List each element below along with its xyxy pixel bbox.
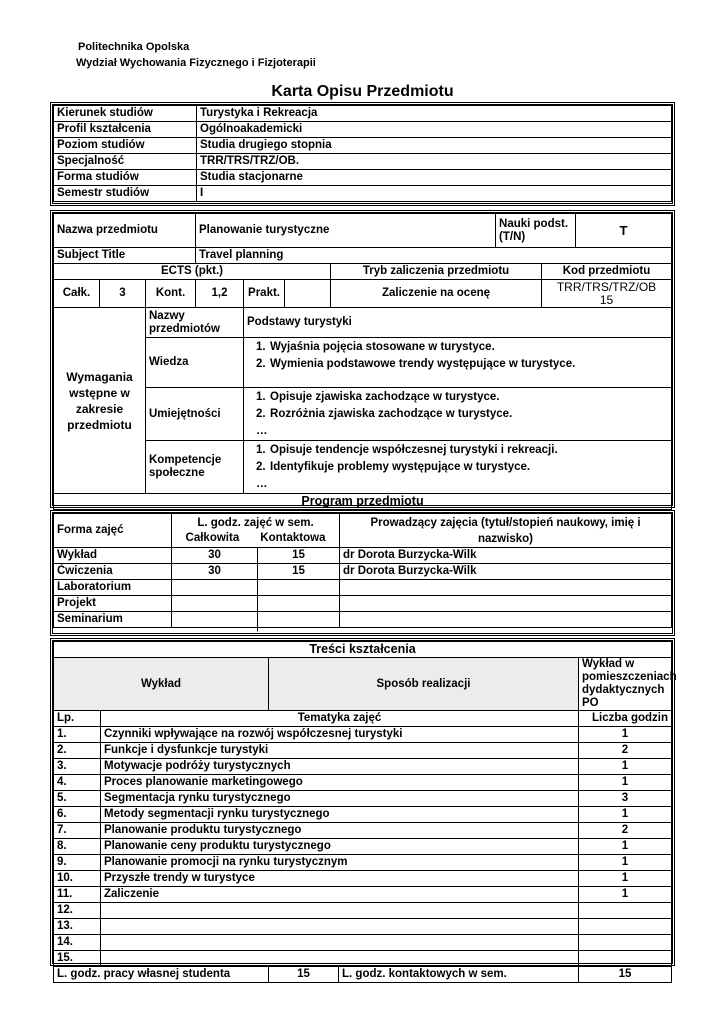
kompetencje-list	[256, 442, 668, 493]
topic-lp: 7.	[54, 823, 101, 839]
form-total	[172, 596, 259, 616]
subject-name-value: Planowanie turystyczne	[196, 214, 496, 248]
study-info-label: Profil kształcenia	[54, 122, 197, 138]
liczba-label: Liczba godzin	[579, 711, 672, 727]
topic-name: Motywacje podróży turystycznych	[101, 759, 579, 775]
topic-hours: 1	[579, 727, 672, 743]
form-name: Projekt	[54, 596, 172, 612]
form-name: Wykład	[54, 548, 172, 564]
subject-table	[53, 213, 672, 510]
form-separator: |	[256, 587, 259, 600]
topic-lp: 5.	[54, 791, 101, 807]
umiejetnosci-list	[256, 389, 668, 440]
topic-hours: 1	[579, 855, 672, 871]
forma-label: Forma zajęć	[54, 514, 172, 548]
study-info-section	[50, 102, 675, 206]
table-row	[54, 775, 672, 791]
lp-label: Lp.	[54, 711, 101, 727]
kod-value	[542, 280, 672, 308]
form-contact: 15	[258, 548, 340, 564]
table-row	[54, 759, 672, 775]
study-info-row	[54, 106, 672, 122]
prakt-value	[285, 280, 331, 308]
tematyka-label: Tematyka zajęć	[101, 711, 579, 727]
topic-lp: 15.	[54, 951, 101, 967]
topic-hours: 2	[579, 823, 672, 839]
topic-hours: 1	[579, 775, 672, 791]
table-row	[54, 839, 672, 855]
content-title: Treści kształcenia	[54, 642, 672, 658]
table-row	[54, 919, 672, 935]
form-total	[172, 612, 259, 632]
table-row	[54, 903, 672, 919]
faculty-name: Wydział Wychowania Fizycznego i Fizjoterapii	[76, 57, 316, 69]
study-info-value: Studia drugiego stopnia	[197, 138, 672, 154]
list-item: 1. Wyjaśnia pojęcia stosowane w turystyce.	[256, 341, 495, 353]
table-row	[54, 951, 672, 967]
table-row	[54, 871, 672, 887]
table-row	[54, 935, 672, 951]
forms-row	[54, 548, 672, 564]
form-teacher	[340, 612, 672, 628]
wyklad-label: Wykład	[54, 658, 269, 711]
list-item: …	[256, 478, 268, 490]
study-info-row	[54, 170, 672, 186]
form-total: 30 |	[172, 564, 258, 580]
study-info-value: TRR/TRS/TRZ/OB.	[197, 154, 672, 170]
table-row	[54, 791, 672, 807]
study-info-row	[54, 186, 672, 202]
topics-header-row	[54, 711, 672, 727]
list-item: …	[256, 425, 268, 437]
topic-name: Planowanie promocji na rynku turystycznym	[101, 855, 579, 871]
study-info-label: Kierunek studiów	[54, 106, 197, 122]
topic-hours: 1	[579, 871, 672, 887]
form-teacher	[340, 596, 672, 612]
subject-title-label: Subject Title	[54, 248, 196, 264]
table-row	[54, 823, 672, 839]
topic-lp: 14.	[54, 935, 101, 951]
topic-name: Planowanie produktu turystycznego	[101, 823, 579, 839]
topic-name	[101, 951, 579, 967]
prakt-label: Prakt.	[244, 280, 285, 308]
contact-hours-value: 15	[579, 967, 672, 983]
wiedza-list	[256, 339, 668, 373]
study-info-label: Semestr studiów	[54, 186, 197, 202]
table-row	[54, 743, 672, 759]
form-contact	[258, 596, 340, 612]
topic-lp: 10.	[54, 871, 101, 887]
form-name: Ćwiczenia	[54, 564, 172, 580]
form-teacher	[340, 580, 672, 596]
form-contact	[258, 612, 340, 628]
study-info-value: Turystyka i Rekreacja	[197, 106, 672, 122]
kod-label: Kod przedmiotu	[542, 264, 672, 280]
topic-hours: 1	[579, 887, 672, 903]
topic-hours: 2	[579, 743, 672, 759]
own-work-value: 15	[269, 967, 339, 983]
zaliczenie-value: Zaliczenie na ocenę	[331, 280, 542, 308]
topic-name	[101, 903, 579, 919]
forms-row	[54, 564, 672, 580]
nauki-value: T	[576, 214, 672, 248]
topic-hours: 1	[579, 839, 672, 855]
nauki-label: Nauki podst. (T/N)	[496, 214, 576, 248]
own-work-label: L. godz. pracy własnej studenta	[54, 967, 269, 983]
topic-name: Proces planowanie marketingowego	[101, 775, 579, 791]
topic-name: Metody segmentacji rynku turystycznego	[101, 807, 579, 823]
list-item: 1. Opisuje tendencje współczesnej turystyki i rekreacji.	[256, 444, 558, 456]
form-teacher: dr Dorota Burzycka-Wilk	[340, 548, 672, 564]
topic-name: Planowanie ceny produktu turystycznego	[101, 839, 579, 855]
table-row	[54, 727, 672, 743]
ects-label: ECTS (pkt.)	[54, 264, 331, 280]
page-title: Karta Opisu Przedmiotu	[271, 83, 454, 100]
list-item: 2. Identyfikuje problemy występujące w turystyce.	[256, 461, 531, 473]
list-item: 2. Wymienia podstawowe trendy występujące w turystyce.	[256, 358, 576, 370]
topic-lp: 13.	[54, 919, 101, 935]
study-info-label: Forma studiów	[54, 170, 197, 186]
form-contact: 15	[258, 564, 340, 580]
study-info-row	[54, 122, 672, 138]
topic-hours	[579, 935, 672, 951]
form-separator: |	[256, 549, 259, 561]
topic-lp: 2.	[54, 743, 101, 759]
calkowita-label: Całkowita	[185, 531, 240, 544]
topic-name: Segmentacja rynku turystycznego	[101, 791, 579, 807]
wiedza-label: Wiedza	[146, 338, 244, 388]
topic-hours: 1	[579, 807, 672, 823]
topic-name: Funkcje i dysfunkcje turystyki	[101, 743, 579, 759]
topic-hours: 3	[579, 791, 672, 807]
study-info-label: Poziom studiów	[54, 138, 197, 154]
university-name: Politechnika Opolska	[78, 41, 190, 53]
table-row	[54, 855, 672, 871]
study-info-value: I	[197, 186, 672, 202]
totals-row	[54, 967, 672, 983]
contact-hours-label: L. godz. kontaktowych w sem.	[339, 967, 579, 983]
prowadzacy-label: Prowadzący zajęcia (tytuł/stopień naukowy, imię i nazwisko)	[340, 514, 672, 548]
kod-value-line2: 15	[599, 292, 614, 307]
topic-name: Zaliczenie	[101, 887, 579, 903]
form-separator: |	[256, 603, 259, 616]
topic-lp: 3.	[54, 759, 101, 775]
content-section	[50, 638, 677, 980]
godz-label: L. godz. zajęć w sem.	[197, 516, 314, 529]
study-info-row	[54, 154, 672, 170]
topic-lp: 1.	[54, 727, 101, 743]
list-item: 1. Opisuje zjawiska zachodzące w turystyce.	[256, 391, 500, 403]
topic-name	[101, 935, 579, 951]
umiejetnosci-label: Umiejętności	[146, 388, 244, 441]
study-info-value: Studia stacjonarne	[197, 170, 672, 186]
topic-lp: 4.	[54, 775, 101, 791]
form-contact	[258, 580, 340, 596]
topic-hours	[579, 919, 672, 935]
kompetencje-label: Kompetencje społeczne	[146, 441, 244, 494]
nazwy-value: Podstawy turystyki	[244, 308, 672, 338]
study-info-row	[54, 138, 672, 154]
forms-row	[54, 580, 672, 596]
forms-section	[50, 510, 675, 636]
topic-name: Czynniki wpływające na rozwój współczesnej turystyki	[101, 727, 579, 743]
forms-row	[54, 596, 672, 612]
kontaktowa-label: Kontaktowa	[260, 531, 326, 544]
form-separator: |	[256, 619, 259, 632]
subject-section	[50, 210, 675, 508]
kont-value: 1,2	[196, 280, 244, 308]
forms-table	[53, 513, 672, 632]
requirements-label: Wymagania wstępne w zakresie przedmiotu	[54, 308, 146, 494]
content-table	[53, 641, 677, 983]
topic-lp: 9.	[54, 855, 101, 871]
form-total: 30 |	[172, 548, 258, 564]
subject-title-value: Travel planning	[196, 248, 672, 264]
study-info-table	[53, 105, 672, 202]
calk-label: Całk.	[54, 280, 100, 308]
study-info-value: Ogólnoakademicki	[197, 122, 672, 138]
list-item: 2. Rozróżnia zjawiska zachodzące w turystyce.	[256, 408, 513, 420]
tryb-label: Tryb zaliczenia przedmiotu	[331, 264, 542, 280]
kont-label: Kont.	[146, 280, 196, 308]
kod-value-line1: TRR/TRS/TRZ/OB	[556, 279, 657, 294]
form-teacher: dr Dorota Burzycka-Wilk	[340, 564, 672, 580]
topic-lp: 8.	[54, 839, 101, 855]
topic-lp: 6.	[54, 807, 101, 823]
subject-name-label: Nazwa przedmiotu	[54, 214, 196, 248]
topic-hours: 1	[579, 759, 672, 775]
topic-name: Przyszłe trendy w turystyce	[101, 871, 579, 887]
table-row	[54, 807, 672, 823]
form-name: Seminarium	[54, 612, 172, 628]
sposob-value: Wykład w pomieszczeniach dydaktycznych PO	[579, 658, 672, 711]
forms-row	[54, 612, 672, 628]
form-name: Laboratorium	[54, 580, 172, 596]
nazwy-label: Nazwy przedmiotów	[146, 308, 244, 338]
study-info-label: Specjalność	[54, 154, 197, 170]
program-label: Program przedmiotu	[54, 494, 672, 510]
topic-lp: 12.	[54, 903, 101, 919]
topic-hours	[579, 951, 672, 967]
form-total	[172, 580, 259, 600]
form-separator: |	[256, 565, 259, 577]
topic-name	[101, 919, 579, 935]
calk-value: 3	[100, 280, 146, 308]
topic-lp: 11.	[54, 887, 101, 903]
sposob-label: Sposób realizacji	[269, 658, 579, 711]
table-row	[54, 887, 672, 903]
topic-hours	[579, 903, 672, 919]
